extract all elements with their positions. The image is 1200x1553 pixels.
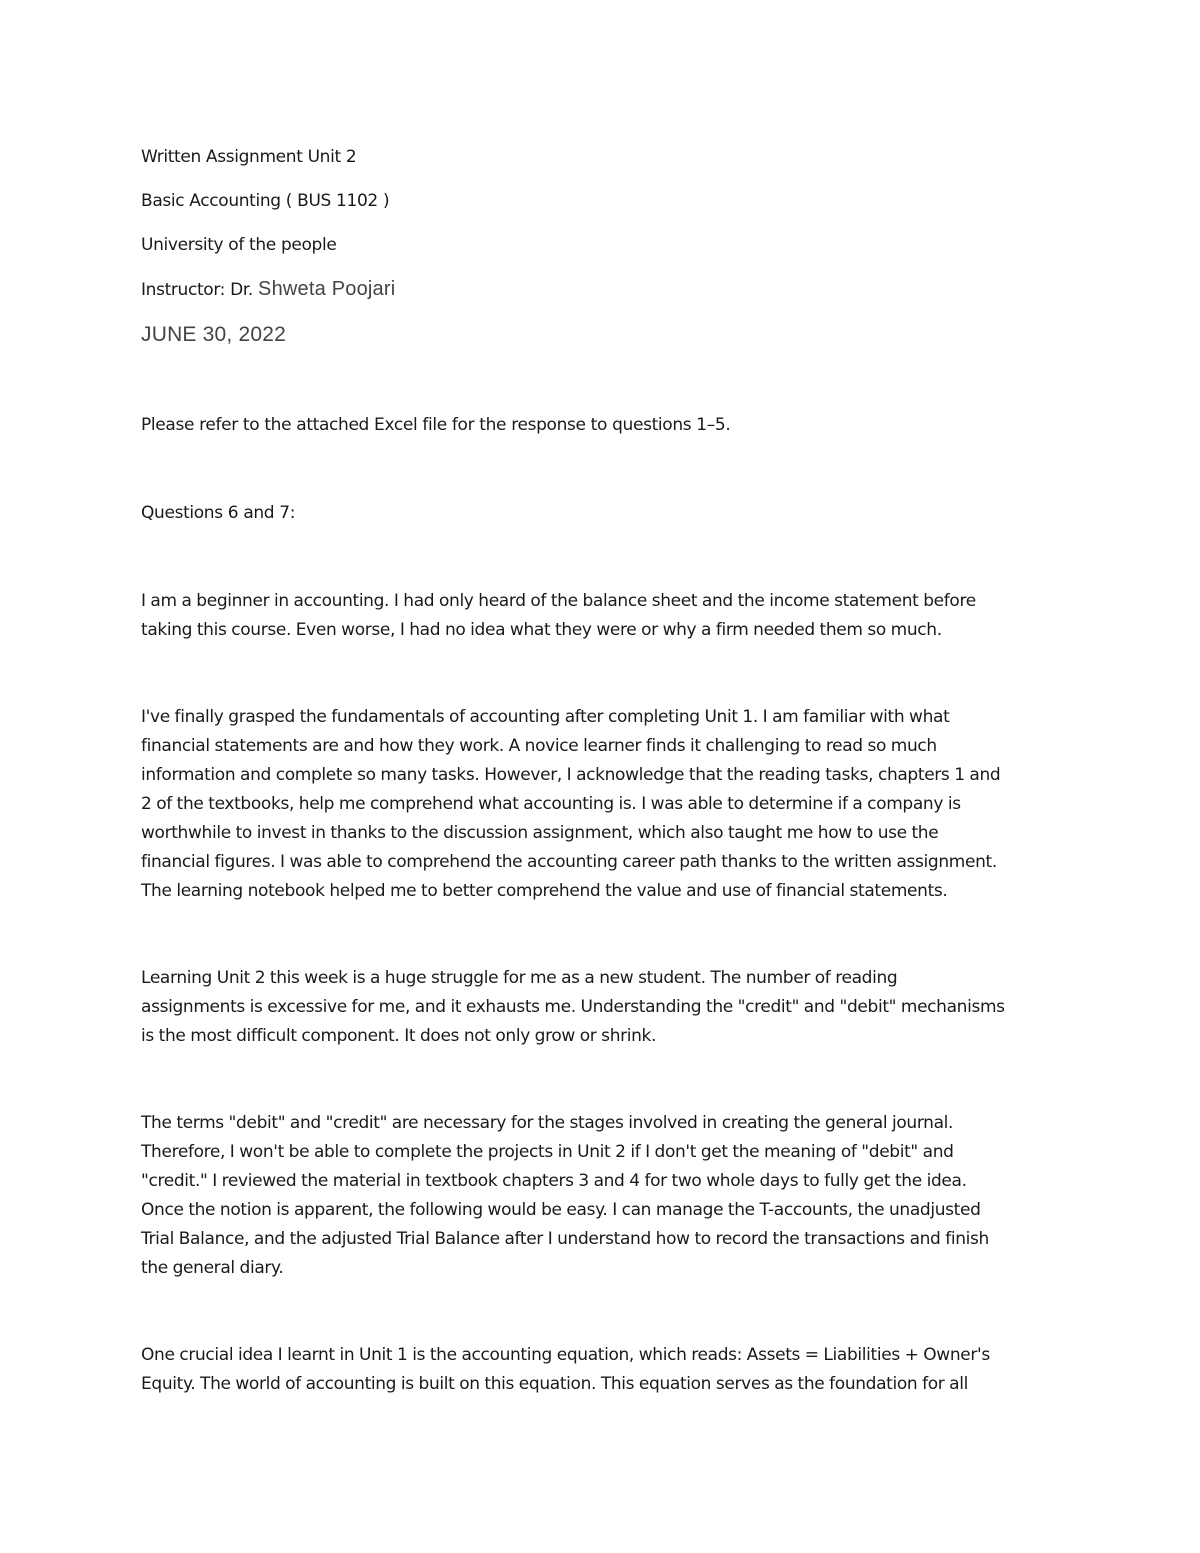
paragraph-line: I am a beginner in accounting. I had only heard of the balance sheet and the income statement before xyxy=(141,591,976,611)
assignment-date: JUNE 30, 2022 xyxy=(141,323,287,346)
paragraph-line: Therefore, I won't be able to complete the projects in Unit 2 if I don't get the meaning of "debit" and xyxy=(141,1142,954,1162)
paragraph-line: information and complete so many tasks. However, I acknowledge that the reading tasks, chapters 1 and xyxy=(141,765,1001,785)
course-name: Basic Accounting ( BUS 1102 ) xyxy=(141,191,390,211)
assignment-title: Written Assignment Unit 2 xyxy=(141,147,357,167)
paragraph-line: financial figures. I was able to comprehend the accounting career path thanks to the written assignment. xyxy=(141,852,997,872)
paragraph-line: I've finally grasped the fundamentals of accounting after completing Unit 1. I am familiar with what xyxy=(141,707,950,727)
paragraph-line: taking this course. Even worse, I had no idea what they were or why a firm needed them so much. xyxy=(141,620,942,640)
paragraph-4 xyxy=(141,1109,1066,1283)
instructor-line xyxy=(141,275,1066,305)
paragraph-line: assignments is excessive for me, and it exhausts me. Understanding the "credit" and "debit" mechanisms xyxy=(141,997,1005,1017)
intro-text: Please refer to the attached Excel file for the response to questions 1–5. xyxy=(141,415,731,435)
university-name: University of the people xyxy=(141,235,337,255)
paragraph-line: worthwhile to invest in thanks to the discussion assignment, which also taught me how to use the xyxy=(141,823,939,843)
paragraph-line: Once the notion is apparent, the following would be easy. I can manage the T-accounts, the unadjusted xyxy=(141,1200,981,1220)
instructor-name: Shweta Poojari xyxy=(258,278,396,300)
paragraph-line: "credit." I reviewed the material in textbook chapters 3 and 4 for two whole days to fully get the idea. xyxy=(141,1171,967,1191)
document-body xyxy=(141,143,1066,1457)
paragraph-1 xyxy=(141,587,1066,645)
paragraph-line: the general diary. xyxy=(141,1258,284,1278)
instructor-label: Instructor: Dr. xyxy=(141,280,259,300)
paragraph-3 xyxy=(141,964,1066,1051)
paragraph-line: One crucial idea I learnt in Unit 1 is the accounting equation, which reads: Assets = Liabilities + Owner's xyxy=(141,1345,990,1365)
paragraph-line: Trial Balance, and the adjusted Trial Balance after I understand how to record the transactions and finish xyxy=(141,1229,989,1249)
questions-heading: Questions 6 and 7: xyxy=(141,503,296,523)
paragraph-line: Learning Unit 2 this week is a huge struggle for me as a new student. The number of reading xyxy=(141,968,898,988)
paragraph-5 xyxy=(141,1341,1066,1399)
paragraph-line: 2 of the textbooks, help me comprehend what accounting is. I was able to determine if a company is xyxy=(141,794,961,814)
paragraph-line: financial statements are and how they work. A novice learner finds it challenging to read so much xyxy=(141,736,937,756)
paragraph-line: The learning notebook helped me to better comprehend the value and use of financial statements. xyxy=(141,881,948,901)
paragraph-line: The terms "debit" and "credit" are necessary for the stages involved in creating the general journal. xyxy=(141,1113,954,1133)
paragraph-2 xyxy=(141,703,1066,906)
paragraph-line: Equity. The world of accounting is built on this equation. This equation serves as the foundation for all xyxy=(141,1374,968,1394)
paragraph-line: is the most difficult component. It does not only grow or shrink. xyxy=(141,1026,657,1046)
